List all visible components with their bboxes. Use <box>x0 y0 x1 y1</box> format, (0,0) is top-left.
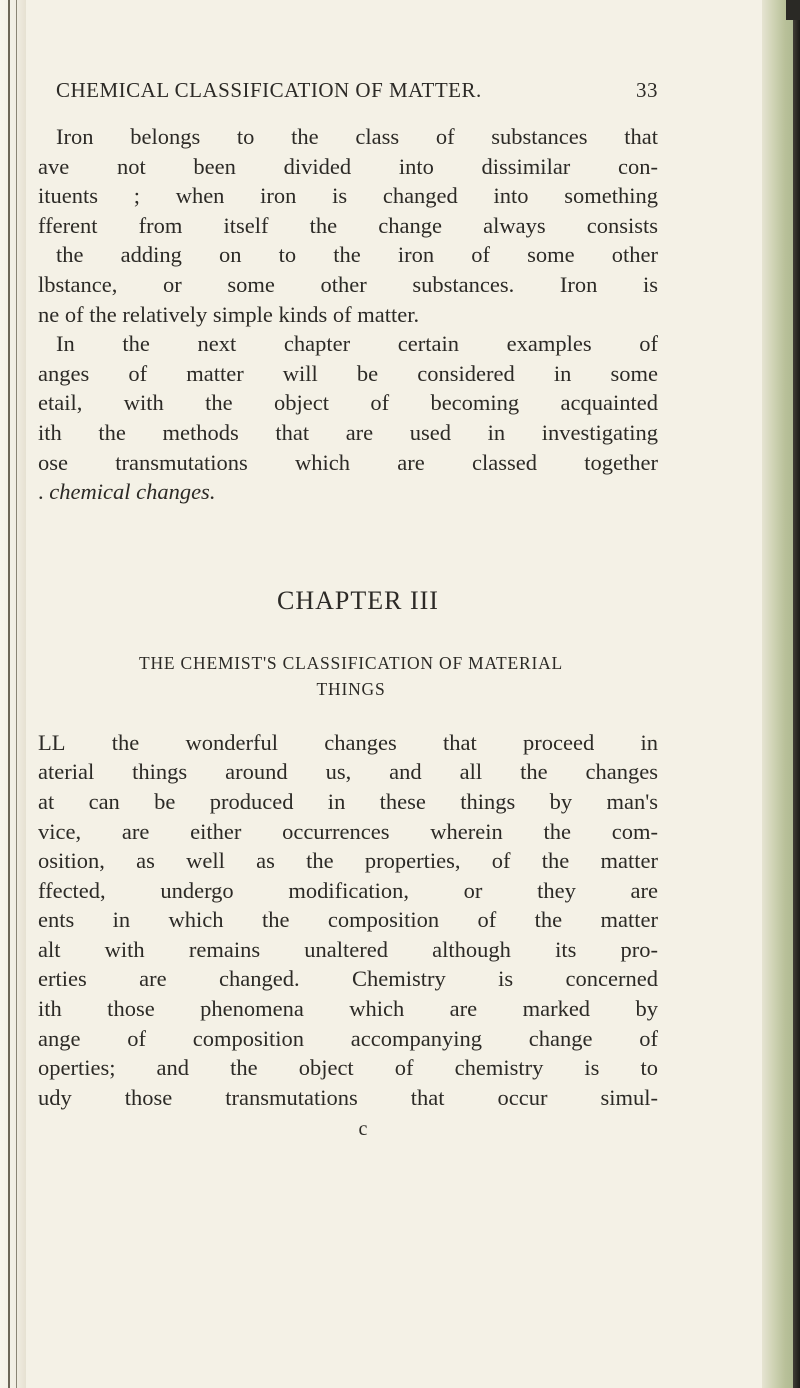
running-title: CHEMICAL CLASSIFICATION OF MATTER. <box>56 78 482 102</box>
text-line: etail, with the object of becoming acquainted <box>38 390 658 416</box>
text-line: ange of composition accompanying change of <box>38 1025 658 1051</box>
text-line: ents in which the composition of the matter <box>38 907 658 933</box>
running-header <box>56 78 658 108</box>
text-line <box>38 728 658 758</box>
chapter-heading: CHAPTER III <box>277 585 439 615</box>
text-line: lbstance, or some other substances. Iron is <box>38 271 658 297</box>
paragraph-classification <box>38 728 658 1113</box>
text-line: udy those transmutations that occur simul- <box>38 1084 658 1110</box>
text-line: ituents ; when iron is changed into something <box>38 183 658 209</box>
text-line: aterial things around us, and all the changes <box>38 759 658 785</box>
opening-caps: LL <box>38 729 66 755</box>
text-line: anges of matter will be considered in some <box>38 360 658 386</box>
binding-line <box>8 0 10 1388</box>
chapter-subtitle-line: THE CHEMIST'S CLASSIFICATION OF MATERIAL <box>138 652 564 673</box>
text-line: vice, are either occurrences wherein the com- <box>38 818 658 844</box>
page-number: 33 <box>636 78 658 102</box>
binding-line-inner <box>16 0 17 1388</box>
text-line: ffected, undergo modification, or they are <box>38 877 658 903</box>
text-line: erties are changed. Chemistry is concerned <box>38 966 658 992</box>
text-line: ith the methods that are used in investigating <box>38 419 658 445</box>
text-line: fferent from itself the change always consists <box>38 212 658 238</box>
text-line: ave not been divided into dissimilar con- <box>38 153 658 179</box>
left-binding-gutter <box>0 0 26 1388</box>
text-line: osition, as well as the properties, of the matter <box>38 848 658 874</box>
text-line: at can be produced in these things by man's <box>38 788 658 814</box>
text-line-rest: the wonderful changes that proceed in <box>65 729 658 755</box>
text-line: In the next chapter certain examples of <box>56 331 658 357</box>
paragraph-next-chapter <box>38 329 658 507</box>
text-line: ith those phenomena which are marked by <box>38 996 658 1022</box>
chapter-subtitle-line: THINGS <box>316 678 386 699</box>
text-line: operties; and the object of chemistry is to <box>38 1055 658 1081</box>
italic-term: chemical changes. <box>49 479 216 505</box>
text-line <box>38 477 658 507</box>
signature-mark: c <box>358 1118 368 1141</box>
text-line: ose transmutations which are classed together <box>38 449 658 475</box>
text-line: alt with remains unaltered although its pro- <box>38 936 658 962</box>
text-line: the adding on to the iron of some other <box>56 242 658 268</box>
page-edge-shadow <box>793 0 800 1388</box>
book-page <box>38 78 658 1141</box>
paragraph-iron <box>38 122 658 329</box>
page-edge-corner <box>786 0 800 20</box>
chapter-subtitle <box>44 650 658 702</box>
line-prefix: . <box>38 479 44 505</box>
text-line: ne of the relatively simple kinds of matter. <box>38 301 420 327</box>
text-line: Iron belongs to the class of substances that <box>56 124 658 149</box>
